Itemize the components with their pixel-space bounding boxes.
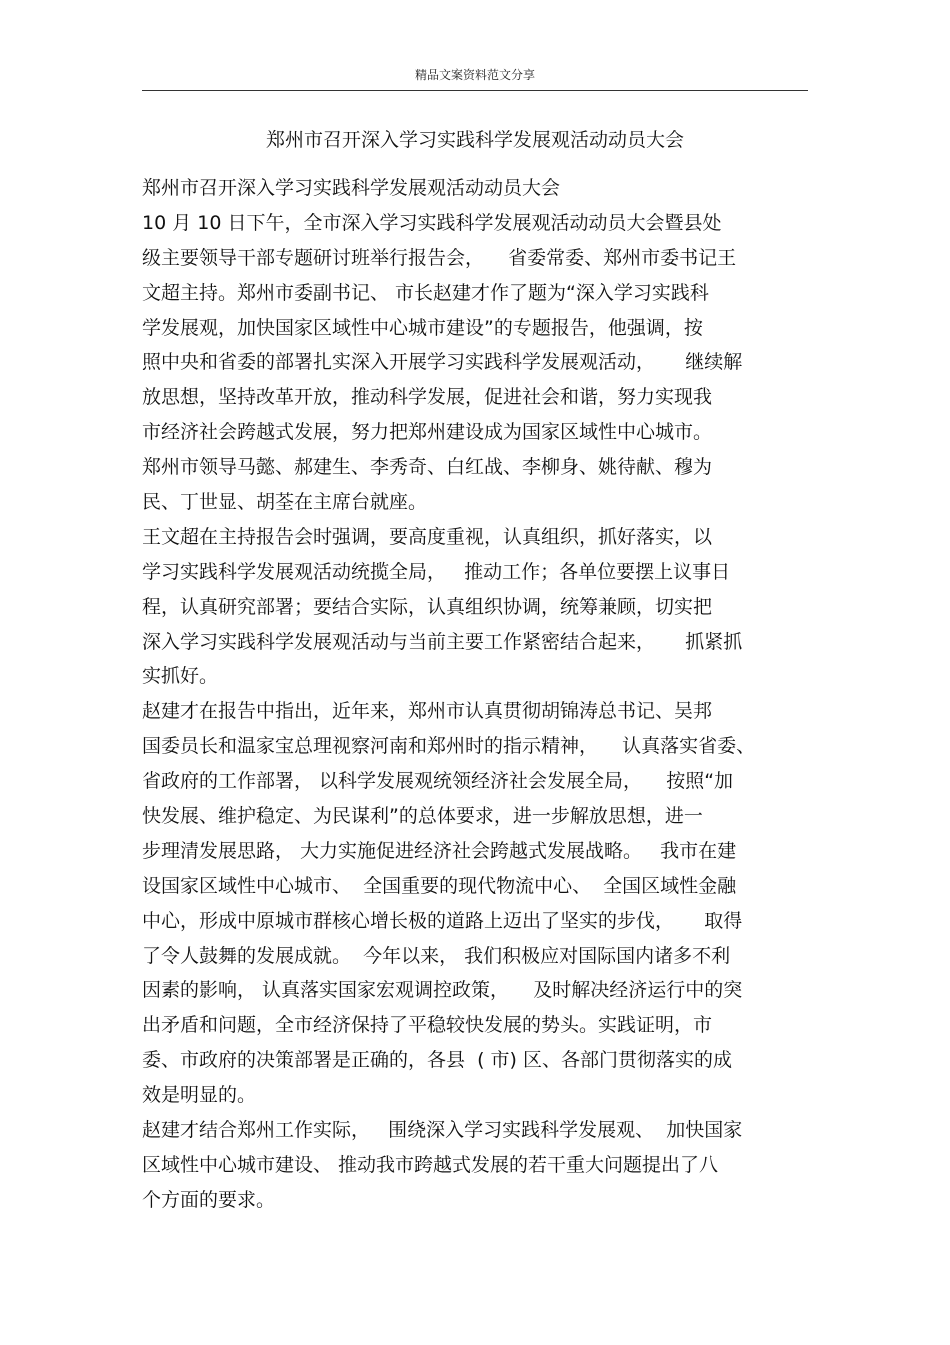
body-line: 郑州市领导马懿、郝建生、李秀奇、白红战、李柳身、姚待献、穆为: [142, 456, 713, 479]
body-line: 国委员长和温家宝总理视察河南和郑州时的指示精神， 认真落实省委、: [142, 735, 756, 758]
body-line: 出矛盾和问题，全市经济保持了平稳较快发展的势头。实践证明，市: [142, 1014, 713, 1037]
body-line: 实抓好。: [142, 665, 219, 688]
body-line: 赵建才结合郑州工作实际， 围绕深入学习实践科学发展观、 加快国家: [142, 1119, 743, 1142]
body-line: 省政府的工作部署， 以科学发展观统领经济社会发展全局， 按照“加: [142, 770, 734, 793]
body-line: 设国家区域性中心城市、 全国重要的现代物流中心、 全国区域性金融: [142, 874, 737, 897]
body-line: 了令人鼓舞的发展成就。 今年以来， 我们积极应对国际国内诸多不利: [142, 944, 731, 967]
body-line: 放思想，坚持改革开放，推动科学发展，促进社会和谐，努力实现我: [142, 386, 713, 409]
header-divider: [142, 90, 808, 91]
body-line: 效是明显的。: [142, 1084, 257, 1107]
body-line: 10 月 10 日下午，全市深入学习实践科学发展观活动动员大会暨县处: [142, 211, 722, 234]
body-line: 学发展观，加快国家区域性中心城市建设”的专题报告，他强调，按: [142, 316, 703, 339]
body-line: 因素的影响， 认真落实国家宏观调控政策， 及时解决经济运行中的突: [142, 979, 743, 1002]
body-line: 程，认真研究部署；要结合实际，认真组织协调，统筹兼顾，切实把: [142, 595, 713, 618]
body-line: 快发展、维护稳定、为民谋利”的总体要求，进一步解放思想，进一: [142, 805, 703, 828]
body-line: 郑州市召开深入学习实践科学发展观活动动员大会: [142, 177, 561, 199]
body-line: 区域性中心城市建设、 推动我市跨越式发展的若干重大问题提出了八: [142, 1153, 719, 1176]
body-line: 级主要领导干部专题研讨班举行报告会， 省委常委、郑州市委书记王: [142, 246, 737, 269]
page-header: 精品文案资料范文分享: [414, 68, 535, 82]
body-line: 照中央和省委的部署扎实深入开展学习实践科学发展观活动， 继续解: [142, 351, 743, 374]
body-line: 市经济社会跨越式发展，努力把郑州建设成为国家区域性中心城市。: [142, 421, 713, 444]
body-line: 步理清发展思路， 大力实施促进经济社会跨越式发展战略。 我市在建: [142, 839, 737, 862]
body-line: 中心，形成中原城市群核心增长极的道路上迈出了坚实的步伐， 取得: [142, 909, 743, 932]
body-line: 民、丁世显、胡荃在主席台就座。: [142, 491, 428, 514]
body-line: 委、市政府的决策部署是正确的，各县 ( 市) 区、各部门贯彻落实的成: [142, 1049, 732, 1072]
document-title: 郑州市召开深入学习实践科学发展观活动动员大会: [265, 129, 684, 151]
body-line: 深入学习实践科学发展观活动与当前主要工作紧密结合起来， 抓紧抓: [142, 630, 743, 653]
document-body: [142, 171, 822, 1218]
body-line: 学习实践科学发展观活动统揽全局， 推动工作；各单位要摆上议事日: [142, 560, 731, 583]
body-line: 个方面的要求。: [142, 1188, 276, 1211]
body-line: 赵建才在报告中指出，近年来，郑州市认真贯彻胡锦涛总书记、吴邦: [142, 700, 713, 723]
body-line: 文超主持。郑州市委副书记、 市长赵建才作了题为“深入学习实践科: [142, 281, 709, 304]
body-line: 王文超在主持报告会时强调，要高度重视，认真组织，抓好落实，以: [142, 525, 713, 548]
